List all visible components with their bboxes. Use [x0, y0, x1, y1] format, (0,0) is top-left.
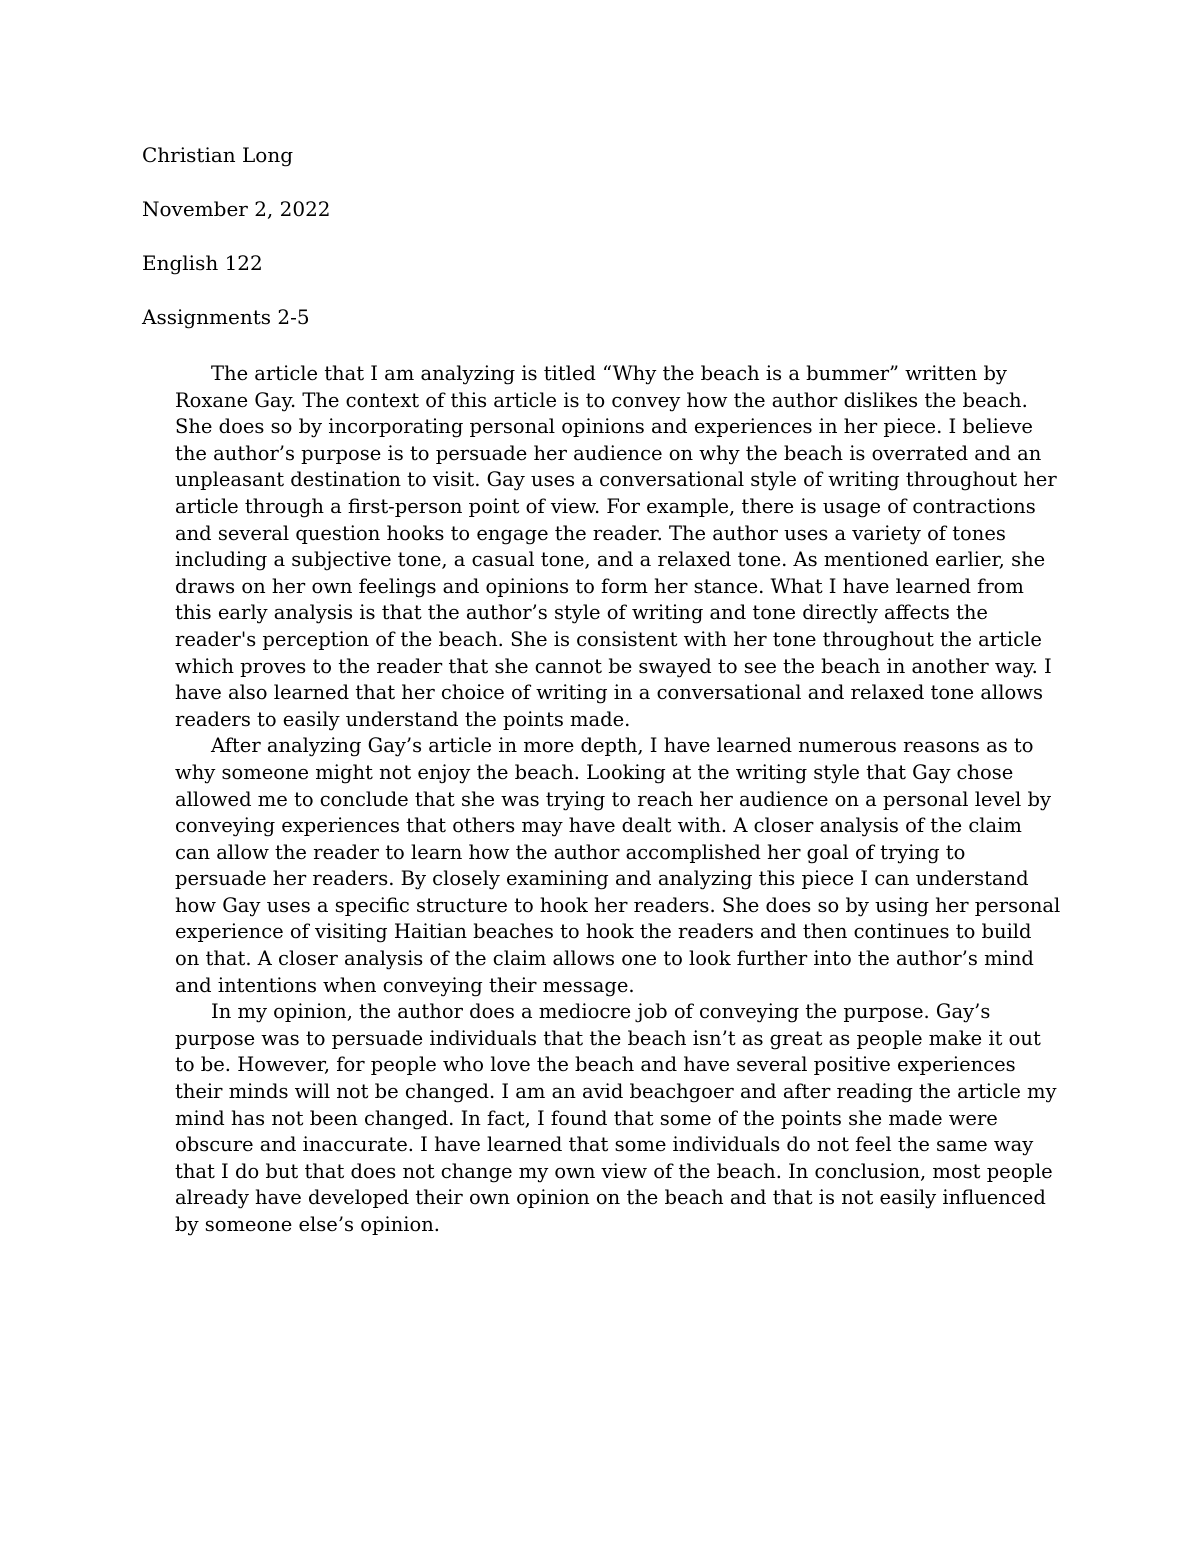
assignment-title: Assignments 2-5: [142, 305, 310, 329]
document-date: November 2, 2022: [142, 197, 331, 221]
paragraph-1: The article that I am analyzing is titled “Why the beach is a bummer” written by Roxane Gay. The context of this article is to convey how the author dislikes the beach. She does so by incorporating personal opinions and experiences in her piece. I believe the author’s purpose is to persuade her audience on why the beach is overrated and an unpleasant destination to visit. Gay uses a conversational style of writing throughout her article through a first-person point of view. For example, there is usage of contractions and several question hooks to engage the reader. The author uses a variety of tones including a subjective tone, a casual tone, and a relaxed tone. As mentioned earlier, she draws on her own feelings and opinions to form her stance. What I have learned from this early analysis is that the author’s style of writing and tone directly affects the reader's perception of the beach. She is consistent with her tone throughout the article which proves to the reader that she cannot be swayed to see the beach in another way. I have also learned that her choice of writing in a conversational and relaxed tone allows readers to easily understand the points made.: [175, 362, 1057, 731]
paragraph-2: After analyzing Gay’s article in more depth, I have learned numerous reasons as to why someone might not enjoy the beach. Looking at the writing style that Gay chose allowed me to conclude that she was trying to reach her audience on a personal level by conveying experiences that others may have dealt with. A closer analysis of the claim can allow the reader to learn how the author accomplished her goal of trying to persuade her readers. By closely examining and analyzing this piece I can understand how Gay uses a specific structure to hook her readers. She does so by using her personal experience of visiting Haitian beaches to hook the readers and then continues to build on that. A closer analysis of the claim allows one to look further into the author’s mind and intentions when conveying their message.: [175, 734, 1061, 997]
course-name: English 122: [142, 251, 263, 275]
essay-body: [175, 361, 1061, 1239]
paragraph-3: In my opinion, the author does a mediocre job of conveying the purpose. Gay’s purpose was to persuade individuals that the beach isn’t as great as people make it out to be. However, for people who love the beach and have several positive experiences their minds will not be changed. I am an avid beachgoer and after reading the article my mind has not been changed. In fact, I found that some of the points she made were obscure and inaccurate. I have learned that some individuals do not feel the same way that I do but that does not change my own view of the beach. In conclusion, most people already have developed their own opinion on the beach and that is not easily influenced by someone else’s opinion.: [175, 1000, 1057, 1236]
author-name: Christian Long: [142, 143, 294, 167]
